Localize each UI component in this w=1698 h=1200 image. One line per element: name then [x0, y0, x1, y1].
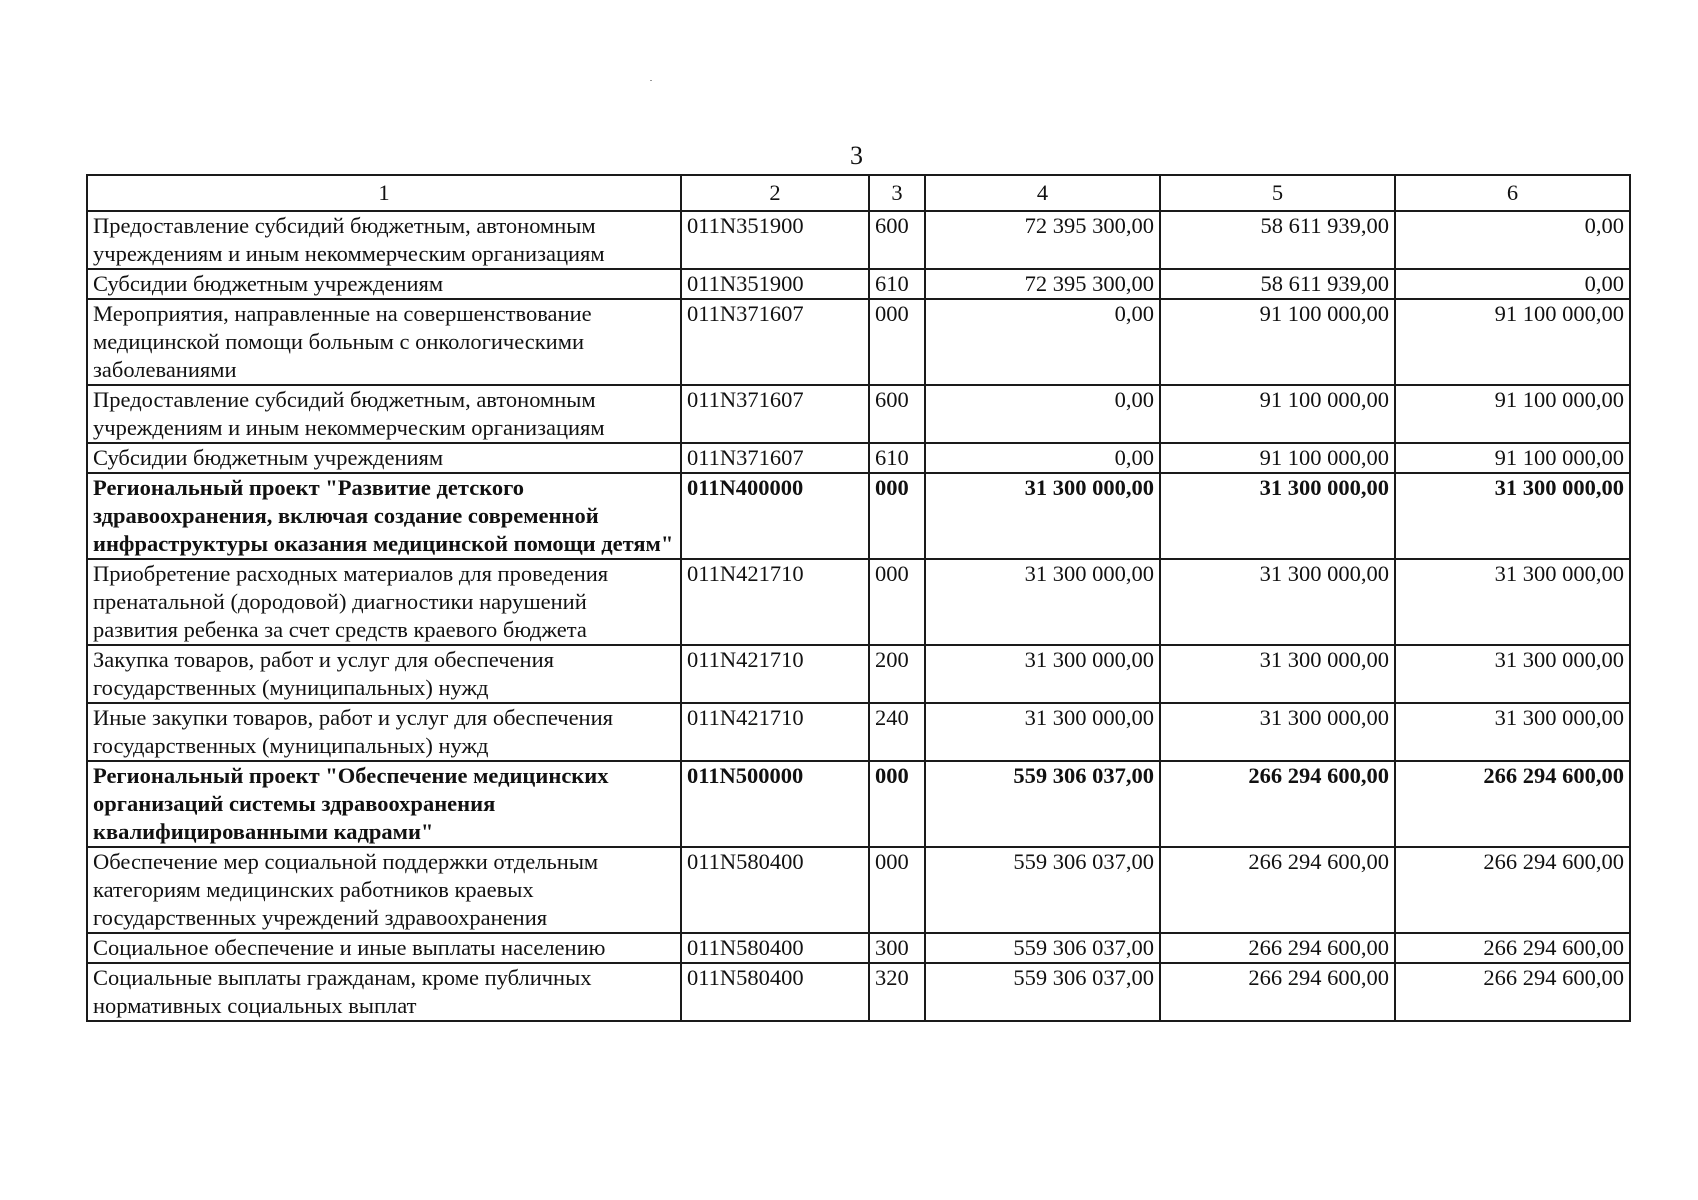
table-row [87, 211, 1630, 269]
row-code: 011N580400 [681, 847, 869, 933]
row-value-4: 0,00 [925, 385, 1160, 443]
table-row [87, 269, 1630, 299]
row-name: Предоставление субсидий бюджетным, автономным учреждениям и иным некоммерческим организациям [87, 211, 681, 269]
row-kvr: 000 [869, 761, 925, 847]
row-value-5: 31 300 000,00 [1160, 473, 1395, 559]
row-value-4: 31 300 000,00 [925, 703, 1160, 761]
row-name: Обеспечение мер социальной поддержки отдельным категориям медицинских работников краевых государственных учреждений здравоохранения [87, 847, 681, 933]
row-code: 011N580400 [681, 963, 869, 1021]
row-value-5: 266 294 600,00 [1160, 847, 1395, 933]
row-code: 011N500000 [681, 761, 869, 847]
table-row [87, 847, 1630, 933]
table-row [87, 645, 1630, 703]
row-code: 011N371607 [681, 385, 869, 443]
row-value-6: 91 100 000,00 [1395, 443, 1630, 473]
table-row-section [87, 761, 1630, 847]
row-kvr: 600 [869, 211, 925, 269]
row-value-5: 58 611 939,00 [1160, 269, 1395, 299]
row-value-5: 31 300 000,00 [1160, 703, 1395, 761]
row-value-4: 0,00 [925, 299, 1160, 385]
header-col-2: 2 [681, 175, 869, 211]
row-value-6: 31 300 000,00 [1395, 645, 1630, 703]
row-value-4: 559 306 037,00 [925, 963, 1160, 1021]
row-value-5: 266 294 600,00 [1160, 933, 1395, 963]
header-row [87, 175, 1630, 211]
row-code: 011N371607 [681, 299, 869, 385]
row-code: 011N421710 [681, 559, 869, 645]
row-value-6: 91 100 000,00 [1395, 299, 1630, 385]
header-col-4: 4 [925, 175, 1160, 211]
budget-table [86, 174, 1631, 1022]
row-code: 011N580400 [681, 933, 869, 963]
row-kvr: 000 [869, 559, 925, 645]
row-value-6: 31 300 000,00 [1395, 559, 1630, 645]
row-value-4: 31 300 000,00 [925, 645, 1160, 703]
row-value-6: 0,00 [1395, 269, 1630, 299]
header-col-5: 5 [1160, 175, 1395, 211]
row-value-6: 266 294 600,00 [1395, 963, 1630, 1021]
row-value-6: 266 294 600,00 [1395, 933, 1630, 963]
row-value-5: 91 100 000,00 [1160, 299, 1395, 385]
header-col-6: 6 [1395, 175, 1630, 211]
row-value-6: 31 300 000,00 [1395, 703, 1630, 761]
row-name: Иные закупки товаров, работ и услуг для обеспечения государственных (муниципальных) нужд [87, 703, 681, 761]
row-name: Социальные выплаты гражданам, кроме публичных нормативных социальных выплат [87, 963, 681, 1021]
row-value-5: 31 300 000,00 [1160, 559, 1395, 645]
table-body [87, 211, 1630, 1021]
header-col-1: 1 [87, 175, 681, 211]
row-kvr: 610 [869, 443, 925, 473]
table-row-section [87, 473, 1630, 559]
row-name: Региональный проект "Обеспечение медицинских организаций системы здравоохранения квалифицированными кадрами" [87, 761, 681, 847]
row-value-5: 91 100 000,00 [1160, 443, 1395, 473]
row-value-4: 31 300 000,00 [925, 473, 1160, 559]
row-kvr: 240 [869, 703, 925, 761]
row-value-4: 559 306 037,00 [925, 847, 1160, 933]
page-number: 3 [850, 141, 863, 170]
row-value-4: 31 300 000,00 [925, 559, 1160, 645]
row-code: 011N351900 [681, 211, 869, 269]
row-name: Приобретение расходных материалов для проведения пренатальной (дородовой) диагностики нарушений развития ребенка за счет средств краевого бюджета [87, 559, 681, 645]
table-row [87, 703, 1630, 761]
row-code: 011N421710 [681, 703, 869, 761]
row-value-5: 58 611 939,00 [1160, 211, 1395, 269]
row-kvr: 320 [869, 963, 925, 1021]
row-name: Субсидии бюджетным учреждениям [87, 269, 681, 299]
row-value-6: 266 294 600,00 [1395, 761, 1630, 847]
row-value-6: 266 294 600,00 [1395, 847, 1630, 933]
row-kvr: 000 [869, 299, 925, 385]
table-row [87, 963, 1630, 1021]
row-value-4: 72 395 300,00 [925, 269, 1160, 299]
row-code: 011N400000 [681, 473, 869, 559]
row-value-5: 266 294 600,00 [1160, 761, 1395, 847]
row-name: Субсидии бюджетным учреждениям [87, 443, 681, 473]
row-kvr: 000 [869, 473, 925, 559]
row-kvr: 300 [869, 933, 925, 963]
row-value-4: 0,00 [925, 443, 1160, 473]
row-value-5: 31 300 000,00 [1160, 645, 1395, 703]
row-value-4: 559 306 037,00 [925, 761, 1160, 847]
table-row [87, 559, 1630, 645]
row-kvr: 610 [869, 269, 925, 299]
scan-speck [650, 80, 652, 81]
row-value-4: 559 306 037,00 [925, 933, 1160, 963]
row-kvr: 600 [869, 385, 925, 443]
row-code: 011N371607 [681, 443, 869, 473]
table-row [87, 933, 1630, 963]
row-kvr: 200 [869, 645, 925, 703]
row-name: Социальное обеспечение и иные выплаты населению [87, 933, 681, 963]
row-name: Региональный проект "Развитие детского здравоохранения, включая создание современной инфраструктуры оказания медицинской помощи детям" [87, 473, 681, 559]
row-kvr: 000 [869, 847, 925, 933]
row-value-5: 91 100 000,00 [1160, 385, 1395, 443]
row-value-6: 91 100 000,00 [1395, 385, 1630, 443]
row-value-6: 31 300 000,00 [1395, 473, 1630, 559]
table-row [87, 299, 1630, 385]
row-name: Мероприятия, направленные на совершенствование медицинской помощи больным с онкологическими заболеваниями [87, 299, 681, 385]
row-value-5: 266 294 600,00 [1160, 963, 1395, 1021]
row-name: Предоставление субсидий бюджетным, автономным учреждениям и иным некоммерческим организациям [87, 385, 681, 443]
table-row [87, 443, 1630, 473]
row-value-4: 72 395 300,00 [925, 211, 1160, 269]
header-col-3: 3 [869, 175, 925, 211]
row-name: Закупка товаров, работ и услуг для обеспечения государственных (муниципальных) нужд [87, 645, 681, 703]
row-value-6: 0,00 [1395, 211, 1630, 269]
row-code: 011N351900 [681, 269, 869, 299]
row-code: 011N421710 [681, 645, 869, 703]
table-row [87, 385, 1630, 443]
